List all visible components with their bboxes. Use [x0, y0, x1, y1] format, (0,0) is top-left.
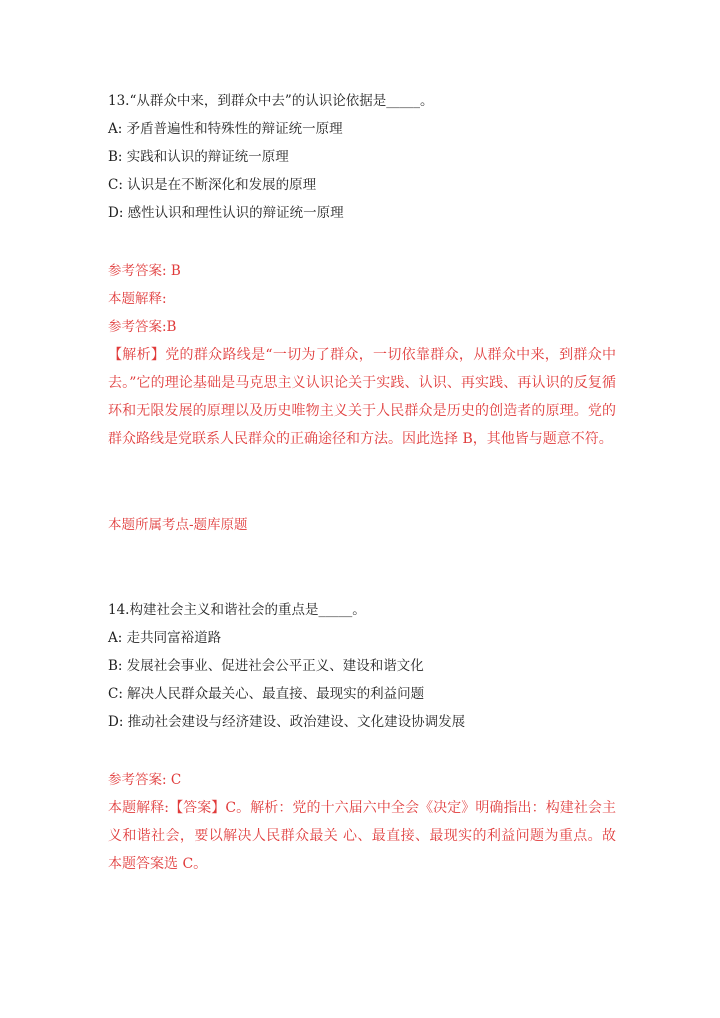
q14-option-b: B: 发展社会事业、促进社会公平正义、建设和谐文化 — [108, 658, 424, 674]
q13-option-d: D: 感性认识和理性认识的辩证统一原理 — [108, 205, 344, 221]
q13-option-a: A: 矛盾普遍性和特殊性的辩证统一原理 — [108, 121, 343, 137]
q14-answer: 参考答案: C — [108, 772, 182, 788]
q13-explanation: 【解析】党的群众路线是“一切为了群众，一切依靠群众，从群众中来，到群众中去。”它的理论基础是马克思主义认识论关于实践、认识、再实践、再认识的反复循环和无限发展的原理以及历史唯物主义关于人民群众是历史的创造者的原理。党的群众路线是党联系人民群众的正确途径和方法。因此选择 B，其他皆与题意不符。 — [108, 347, 616, 447]
q13-option-b: B: 实践和认识的辩证统一原理 — [108, 149, 289, 165]
q13-source: 本题所属考点-题库原题 — [108, 517, 248, 533]
question-13-text: 13.“从群众中来，到群众中去”的认识论依据是_____。 — [108, 93, 434, 109]
question-14-text: 14.构建社会主义和谐社会的重点是_____。 — [108, 602, 366, 618]
q13-answer: 参考答案: B — [108, 263, 181, 279]
q14-explanation: 本题解释:【答案】C。解析：党的十六届六中全会《决定》明确指出：构建社会主义和谐社会，要以解决人民群众最关 心、最直接、最现实的利益问题为重点。故本题答案选 C。 — [108, 800, 616, 872]
q14-option-d: D: 推动社会建设与经济建设、政治建设、文化建设协调发展 — [108, 714, 466, 730]
q13-option-c: C: 认识是在不断深化和发展的原理 — [108, 177, 317, 193]
q14-option-a: A: 走共同富裕道路 — [108, 630, 222, 646]
q13-answer-repeat: 参考答案:B — [108, 319, 177, 335]
q13-explain-label: 本题解释: — [108, 291, 167, 307]
q14-option-c: C: 解决人民群众最关心、最直接、最现实的利益问题 — [108, 686, 425, 702]
